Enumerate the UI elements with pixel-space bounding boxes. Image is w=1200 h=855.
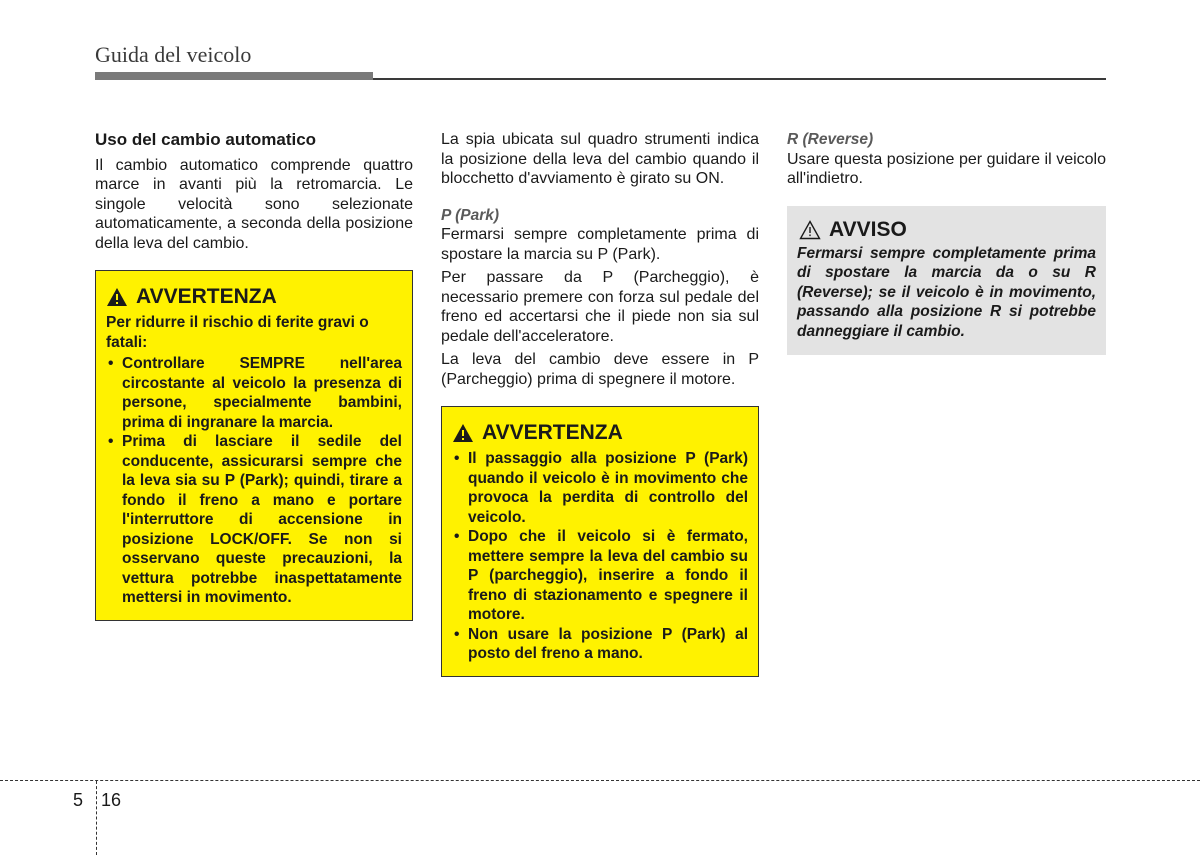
header-rule-thick [95,72,373,80]
notice-box [787,206,1106,356]
column-right [787,130,1106,355]
chapter-number: 5 [73,790,84,810]
warning-item: • Non usare la posizione P (Park) al posto del freno a mano. [452,625,748,664]
header-rule-thin [373,78,1106,80]
section-heading: Uso del cambio automatico [95,130,317,149]
intro-paragraph: Il cambio automatico comprende quattro marce in avanti più la retromarcia. Le singole velocità sono selezionate automaticamente, a seconda della posizione della leva del cambio. [95,156,413,252]
footer-page-separator [96,781,97,855]
page-header-title: Guida del veicolo [95,42,252,67]
park-paragraph-3: La leva del cambio deve essere in P (Parcheggio) prima di spegnere il motore. [441,351,759,388]
page-number: 16 [101,790,122,810]
warning-box-left [95,270,413,621]
footer-divider [0,780,1200,781]
warning-item: • Prima di lasciare il sedile del conducente, assicurarsi sempre che la leva sia su P (Park); quindi, tirare a fondo il freno a mano e portare l'interruttore di accensione in posizione LOCK/OFF. Se non si osservano queste precauzioni, la vettura potrebbe inaspettatamente mettersi in movimento. [106,432,402,608]
notice-title-text: AVVISO [829,217,907,241]
warning-triangle-icon [106,287,128,307]
warning-title [452,423,748,443]
warning-box-middle [441,406,759,677]
warning-item: • Dopo che il veicolo si è fermato, mettere sempre la leva del cambio su P (parcheggio), inserire a fondo il freno di stazionamento e spegnere il motore. [452,527,748,625]
warning-title-text: AVVERTENZA [136,285,277,309]
reverse-heading: R (Reverse) [787,131,874,148]
warning-lead: Per ridurre il rischio di ferite gravi o fatali: [106,314,369,351]
indicator-paragraph: La spia ubicata sul quadro strumenti indica la posizione della leva del cambio quando il blocchetto d'avviamento è girato su ON. [441,131,759,187]
warning-list [106,354,402,608]
notice-text: Fermarsi sempre completamente prima di spostare la marcia da o su R (Reverse); se il veicolo è in movimento, passando alla posizione R si potrebbe danneggiare il cambio. [797,244,1096,340]
reverse-paragraph: Usare questa posizione per guidare il veicolo all'indietro. [787,150,1106,187]
caution-triangle-icon [799,220,821,240]
warning-item: • Il passaggio alla posizione P (Park) quando il veicolo è in movimento che provoca la perdita di controllo del veicolo. [452,449,748,527]
column-left [95,130,413,621]
park-heading: P (Park) [441,206,500,224]
warning-triangle-icon [452,423,474,443]
warning-title-text: AVVERTENZA [482,421,623,445]
warning-list [452,449,748,664]
warning-item: • Controllare SEMPRE nell'area circostante al veicolo la presenza di persone, specialmente bambini, prima di ingranare la marcia. [106,354,402,432]
park-paragraph-1: Fermarsi sempre completamente prima di spostare la marcia su P (Park). [441,226,759,263]
park-paragraph-2: Per passare da P (Parcheggio), è necessario premere con forza sul pedale del freno ed accertarsi che il piede non sia sul pedale dell'acceleratore. [441,269,759,345]
notice-title [799,217,1096,241]
column-middle [441,130,759,677]
warning-title [106,287,402,307]
